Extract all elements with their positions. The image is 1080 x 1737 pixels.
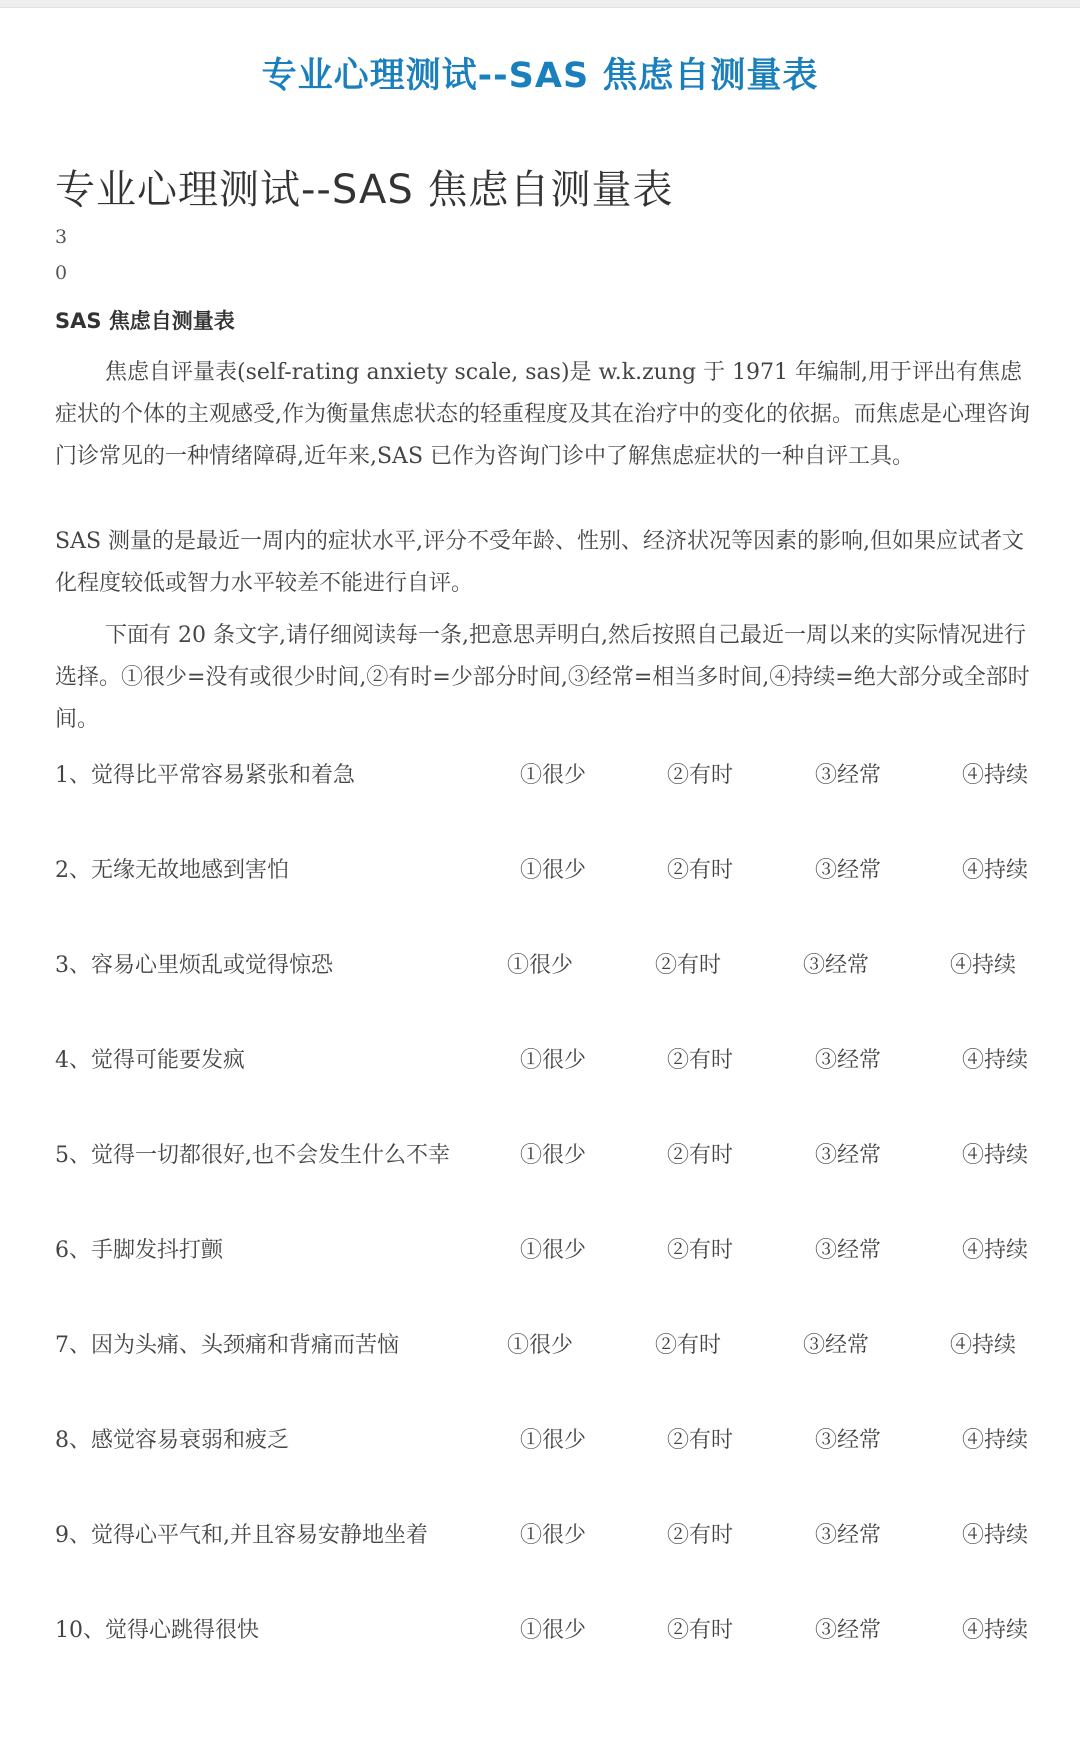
- option-often[interactable]: ③经常: [803, 1333, 870, 1358]
- meta-count-2: 0: [55, 262, 68, 284]
- option-always[interactable]: ④持续: [962, 1618, 1029, 1643]
- option-often[interactable]: ③经常: [815, 1523, 882, 1548]
- question-row: [0, 1605, 1080, 1700]
- option-rarely[interactable]: ①很少: [520, 1523, 587, 1548]
- option-rarely[interactable]: ①很少: [507, 953, 574, 978]
- option-rarely[interactable]: ①很少: [520, 1143, 587, 1168]
- option-sometimes[interactable]: ②有时: [667, 1618, 734, 1643]
- question-text: 8、感觉容易衰弱和疲乏: [55, 1428, 289, 1453]
- option-sometimes[interactable]: ②有时: [667, 763, 734, 788]
- option-sometimes[interactable]: ②有时: [667, 1238, 734, 1263]
- option-rarely[interactable]: ①很少: [520, 1428, 587, 1453]
- question-list: [0, 750, 1080, 1700]
- option-always[interactable]: ④持续: [962, 1143, 1029, 1168]
- option-rarely[interactable]: ①很少: [520, 1238, 587, 1263]
- option-always[interactable]: ④持续: [962, 1048, 1029, 1073]
- question-row: [0, 1510, 1080, 1605]
- option-often[interactable]: ③经常: [815, 1428, 882, 1453]
- option-sometimes[interactable]: ②有时: [655, 1333, 722, 1358]
- option-sometimes[interactable]: ②有时: [667, 1523, 734, 1548]
- option-always[interactable]: ④持续: [962, 1238, 1029, 1263]
- question-row: [0, 1415, 1080, 1510]
- option-often[interactable]: ③经常: [815, 1238, 882, 1263]
- option-always[interactable]: ④持续: [950, 1333, 1017, 1358]
- instructions-paragraph: 下面有 20 条文字,请仔细阅读每一条,把意思弄明白,然后按照自己最近一周以来的实际情况进行选择。①很少=没有或很少时间,②有时=少部分时间,③经常=相当多时间,④持续=绝大部分或全部时间。: [55, 623, 1030, 732]
- option-often[interactable]: ③经常: [815, 1048, 882, 1073]
- option-sometimes[interactable]: ②有时: [667, 1428, 734, 1453]
- option-always[interactable]: ④持续: [962, 763, 1029, 788]
- option-sometimes[interactable]: ②有时: [655, 953, 722, 978]
- article-title: 专业心理测试--SAS 焦虑自测量表: [55, 167, 674, 213]
- option-sometimes[interactable]: ②有时: [667, 1143, 734, 1168]
- question-text: 1、觉得比平常容易紧张和着急: [55, 763, 355, 788]
- option-rarely[interactable]: ①很少: [520, 763, 587, 788]
- question-row: [0, 845, 1080, 940]
- question-text: 5、觉得一切都很好,也不会发生什么不幸: [55, 1143, 450, 1168]
- meta-count-1: 3: [55, 226, 68, 248]
- option-always[interactable]: ④持续: [962, 858, 1029, 883]
- question-text: 3、容易心里烦乱或觉得惊恐: [55, 953, 333, 978]
- question-text: 10、觉得心跳得很快: [55, 1618, 259, 1643]
- option-sometimes[interactable]: ②有时: [667, 858, 734, 883]
- top-divider: [0, 0, 1080, 8]
- scale-subtitle: SAS 焦虑自测量表: [55, 309, 235, 333]
- question-text: 9、觉得心平气和,并且容易安静地坐着: [55, 1523, 428, 1548]
- option-always[interactable]: ④持续: [950, 953, 1017, 978]
- intro-paragraph-2: SAS 测量的是最近一周内的症状水平,评分不受年龄、性别、经济状况等因素的影响,但如果应试者文化程度较低或智力水平较差不能进行自评。: [55, 529, 1025, 596]
- intro-paragraph-1: 焦虑自评量表(self-rating anxiety scale, sas)是 w.k.zung 于 1971 年编制,用于评出有焦虑症状的个体的主观感受,作为衡量焦虑状态的轻重程度及其在治疗中的变化的依据。而焦虑是心理咨询门诊常见的一种情绪障碍,近年来,SAS 已作为咨询门诊中了解焦虑症状的一种自评工具。: [55, 360, 1030, 469]
- option-often[interactable]: ③经常: [815, 1143, 882, 1168]
- page-header-title: 专业心理测试--SAS 焦虑自测量表: [261, 56, 819, 96]
- option-sometimes[interactable]: ②有时: [667, 1048, 734, 1073]
- question-row: [0, 1035, 1080, 1130]
- option-rarely[interactable]: ①很少: [520, 858, 587, 883]
- question-row: [0, 1320, 1080, 1415]
- option-rarely[interactable]: ①很少: [520, 1048, 587, 1073]
- question-text: 2、无缘无故地感到害怕: [55, 858, 289, 883]
- option-often[interactable]: ③经常: [815, 763, 882, 788]
- option-always[interactable]: ④持续: [962, 1428, 1029, 1453]
- question-text: 4、觉得可能要发疯: [55, 1048, 245, 1073]
- question-row: [0, 1130, 1080, 1225]
- question-row: [0, 940, 1080, 1035]
- option-rarely[interactable]: ①很少: [520, 1618, 587, 1643]
- question-row: [0, 1225, 1080, 1320]
- option-rarely[interactable]: ①很少: [507, 1333, 574, 1358]
- question-text: 7、因为头痛、头颈痛和背痛而苦恼: [55, 1333, 399, 1358]
- option-always[interactable]: ④持续: [962, 1523, 1029, 1548]
- question-text: 6、手脚发抖打颤: [55, 1238, 223, 1263]
- option-often[interactable]: ③经常: [815, 858, 882, 883]
- option-often[interactable]: ③经常: [803, 953, 870, 978]
- option-often[interactable]: ③经常: [815, 1618, 882, 1643]
- question-row: [0, 750, 1080, 845]
